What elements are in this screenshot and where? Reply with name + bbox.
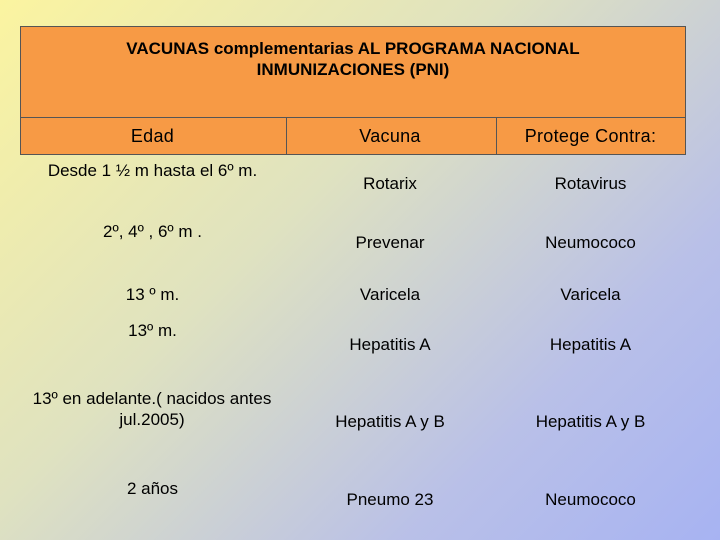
row-3-edad: 13 º m.	[125, 285, 180, 304]
vaccine-table	[20, 118, 686, 540]
column-header-protege: Protege Contra:	[524, 126, 657, 146]
row-2-protege: Neumococo	[545, 233, 636, 252]
row-1-protege: Rotavirus	[554, 174, 627, 193]
row-5-protege: Hepatitis A y B	[535, 412, 646, 431]
row-2-vacuna: Prevenar	[355, 233, 425, 252]
row-3-protege: Varicela	[560, 285, 621, 304]
page-title: VACUNAS complementarias AL PROGRAMA NACIONAL INMUNIZACIONES (PNI)	[126, 39, 580, 79]
row-6-edad: 2 años	[126, 479, 179, 498]
row-2-edad: 2º, 4º , 6º m .	[103, 222, 202, 241]
row-4-vacuna: Hepatitis A	[349, 335, 431, 354]
row-3-vacuna: Varicela	[359, 285, 421, 304]
row-1-vacuna: Rotarix	[363, 174, 417, 193]
title-banner	[20, 26, 686, 118]
row-6-protege: Neumococo	[545, 490, 636, 509]
row-5-edad: 13º en adelante.( nacidos antes jul.2005)	[32, 389, 272, 429]
column-header-edad: Edad	[130, 126, 175, 146]
column-header-vacuna: Vacuna	[359, 126, 421, 146]
row-4-protege: Hepatitis A	[549, 335, 632, 354]
row-6-vacuna: Pneumo 23	[346, 490, 434, 509]
row-1-edad: Desde 1 ½ m hasta el 6º m.	[47, 161, 258, 180]
row-4-edad: 13º m.	[128, 321, 177, 340]
row-5-vacuna: Hepatitis A y B	[335, 412, 445, 431]
